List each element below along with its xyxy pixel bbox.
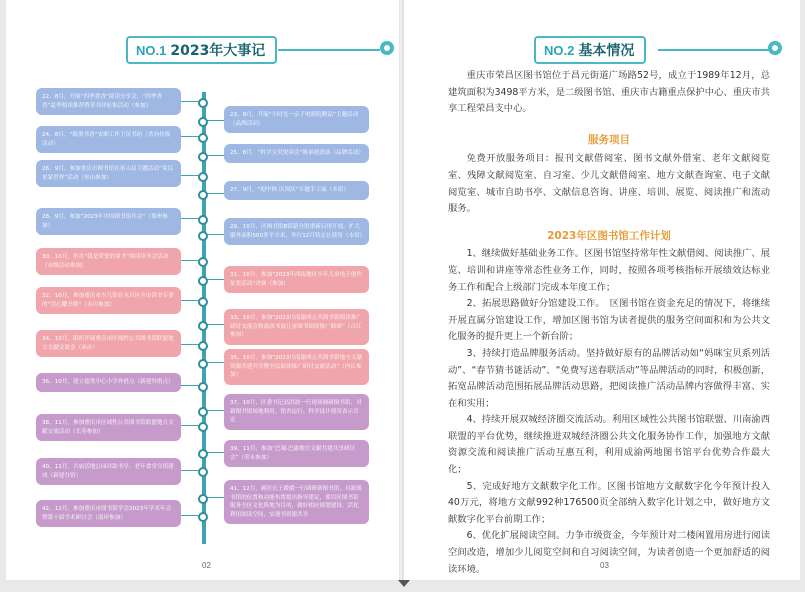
page-number: 03 xyxy=(600,561,609,570)
section-number: NO.2 xyxy=(544,42,575,58)
article-body xyxy=(448,68,770,578)
book-gutter xyxy=(399,0,409,580)
timeline-dot xyxy=(198,133,208,143)
timeline-dot xyxy=(198,359,208,369)
event-connector xyxy=(206,362,224,363)
timeline-dot xyxy=(198,467,208,477)
scroll-down-arrow-icon[interactable] xyxy=(398,580,410,588)
timeline-dot xyxy=(198,152,208,162)
event-connector xyxy=(206,324,224,325)
timeline-dot xyxy=(198,98,208,108)
timeline-event: 34、10月，组织开展重庆市区域性公共图书馆联盟地方文献交流会（承办） xyxy=(36,330,181,357)
plan-heading: 2023年区图书馆工作计划 xyxy=(547,229,671,242)
timeline-dot xyxy=(198,172,208,182)
timeline-event: 37、10月，区委书记高洪波一行现场调研图书馆，对新图书馆场地利用、馆舍运行、科学设计使用表示肯定 xyxy=(224,394,369,430)
event-connector xyxy=(206,193,224,194)
left-page xyxy=(6,0,402,580)
timeline-event: 33、10月，参加“2023川南渝西公共图书馆阅读推广研讨交流会和南西书展儿童图书阅读推广联席”（合江参加） xyxy=(224,309,369,345)
timeline-dot xyxy=(198,321,208,331)
timeline-event: 26、9月，参加重庆市图书馆在巫山县主题活动“莫以来蒙世界”活动（巫山参加） xyxy=(36,160,181,187)
timeline-dot xyxy=(198,231,208,241)
section-title: 基本情况 xyxy=(578,43,635,59)
service-paragraph: 免费开放服务项目：报刊文献借阅室、图书文献外借室、老年文献阅览室、残障文献阅览室、自习室、少儿文献借阅室、地方文献查询室、电子文献阅览室、城市自助书亭、文献信息咨询、讲座、培训、展览、阅读推广和流动服务。 xyxy=(448,153,770,215)
timeline-dot xyxy=(198,297,208,307)
section-header-1 xyxy=(126,36,396,62)
timeline-dot xyxy=(198,422,208,432)
header-rule-cap-icon xyxy=(380,41,394,55)
timeline-event: 31、10月，参加“2023年西南地区少年儿童电子创作征集活动”决赛（参加） xyxy=(224,266,369,293)
timeline-dot xyxy=(198,494,208,504)
page-number: 02 xyxy=(202,561,211,570)
timeline-dot xyxy=(198,341,208,351)
event-connector xyxy=(206,120,224,121)
timeline-dot xyxy=(198,190,208,200)
timeline-event: 40、11月，吉庙活地公园自助书亭，老年食堂分馆建成（新建分馆） xyxy=(36,458,181,485)
timeline-dot xyxy=(198,215,208,225)
timeline-event: 39、11月，参加“巴蜀·巴渝地方文献共建共享研讨会”（荣永参加） xyxy=(224,440,369,467)
header-rule xyxy=(658,49,774,51)
plan-item: 1、继续做好基础业务工作。区图书馆坚持常年性文献借阅、阅读推广、展览、培训和讲座等常态性业务工作，同时，按照各项考核指标开展绩效达标业务工作和配合上级部门完成本年度工作； xyxy=(448,248,771,293)
timeline-event: 23、8月，开展“小时光一亲子电影院精品”主题活动（品牌活动） xyxy=(224,106,369,133)
timeline-event: 25、8月，“科学宝贝悦读会”继承创意演（品牌活动） xyxy=(224,144,369,163)
timeline-event: 30、10月，举办“我是荣誉的童书”阅读读书会活动（市级活动参加） xyxy=(36,248,181,275)
section-header-box xyxy=(126,36,277,64)
timeline-event: 38、11月，参加重庆市区域性公共图书馆联盟地方文献交流活动（长寿参加） xyxy=(36,414,181,441)
timeline-event: 32、10月，参加重庆市少儿馆在永川区全市读书专委的“营心耀书情”（永川参加） xyxy=(36,287,181,314)
timeline-dot xyxy=(198,407,208,417)
service-heading: 服务项目 xyxy=(588,133,630,146)
timeline-dot xyxy=(198,276,208,286)
right-page xyxy=(404,0,800,580)
event-connector xyxy=(206,234,224,235)
plan-item: 2、拓展思路做好分馆建设工作。 区图书馆在资金充足的情况下，将继续开展直属分馆建设工作，增加区图书馆为读者提供的服务空间面积和为公共文化服务的提升更上一个新台阶； xyxy=(448,298,770,343)
section-header-2 xyxy=(534,36,784,62)
timeline-dot xyxy=(198,512,208,522)
timeline-event: 27、9月，“迎中秋 庆国庆”专题手工展（本馆） xyxy=(224,181,369,200)
timeline-dot xyxy=(198,449,208,459)
event-connector xyxy=(206,279,224,280)
event-connector xyxy=(206,497,224,498)
plan-item: 3、持续打造品牌服务活动。坚持做好原有的品牌活动如“妈咪宝贝系列活动”、“春节猜书谜活动”、“免费写送春联活动”等品牌活动的同时，积极创新，拓宽品牌活动范围拓展品牌活动思路，把阅读推广活动品牌内容做得丰富、实在和实用； xyxy=(448,347,770,409)
timeline-event: 22、8月，开展“四季書香”阅读分享会，“四季書香”夏季阅读推荐暨荣书评征集活动（参加） xyxy=(36,88,181,115)
event-connector xyxy=(206,452,224,453)
timeline-event: 29、10月，区图书馆B馆新分馆重新启用开放，扩大服务面积500多平方米，举行12月特定社使用（本馆） xyxy=(224,218,369,245)
section-header-box xyxy=(534,36,646,64)
header-rule-cap-icon xyxy=(768,41,782,55)
timeline-event: 28、9月，参加“2023年中国图书馆年会”（郑州参加） xyxy=(36,208,181,235)
plan-item: 4、持续开展双城经济圈交流活动。利用区域性公共图书馆联盟、川南渝西联盟的平台优势，继续推进双城经济圈公共文化服务协作工作，加强地方文献资源交流和阅读推广活动互惠互利，利用成渝两地图书馆平台优势合作最大化； xyxy=(448,414,771,476)
section-title: 2023年大事记 xyxy=(170,43,266,59)
timeline-event: 42、12月，参加重庆市图书馆学会2023年学术年会暨第十届学术研讨会（南岸参加） xyxy=(36,500,181,527)
timeline-dot xyxy=(198,117,208,127)
timeline-event: 41、12月，副区长王媛媛一行调研新图书馆，对新图书馆的位置和功能布置提出指导建议，要以区图书馆服务全区文化阵地为目的，做好相应规划建设，活化利用阅读空间，实现书资源共享 xyxy=(224,480,369,524)
timeline-event: 35、10月，参加“2023川南渝西公共图书馆地方文献资源共建共享暨全民阅读推广研讨交流活动”（内江参加） xyxy=(224,349,369,385)
timeline-dot xyxy=(198,382,208,392)
plan-item: 5、完成好地方文献数字化工作。区图书馆地方文献数字化今年预计投入40万元，将地方文献992种176500页全部纳入数字化计划之中，做好地方文献数字化平台前期工作； xyxy=(448,480,770,525)
header-rule xyxy=(278,49,380,51)
event-connector xyxy=(206,410,224,411)
plan-item: 6、优化扩展阅读空间。力争市级资金，今年预计对二楼闲置用房进行阅读空间改造，增加少儿阅览空间和自习阅读空间，为读者创造一个更加舒适的阅读环境。 xyxy=(448,530,771,575)
event-connector xyxy=(206,155,224,156)
section-number: NO.1 xyxy=(136,42,167,58)
timeline-event: 36、10月，建立德类中心小学外借点（新建外借点） xyxy=(36,373,181,392)
intro-paragraph: 重庆市荣昌区图书馆位于昌元街道广场路52号，成立于1989年12月，总建筑面积为3498平方米，是二级图书馆、重庆市古籍重点保护中心、重庆市共享工程荣昌支中心。 xyxy=(448,70,770,115)
timeline-event: 24、8月，“纸墨书香”安职工作下沉书坊（杀亦拉圾活动） xyxy=(36,126,181,153)
timeline-dot xyxy=(198,257,208,267)
